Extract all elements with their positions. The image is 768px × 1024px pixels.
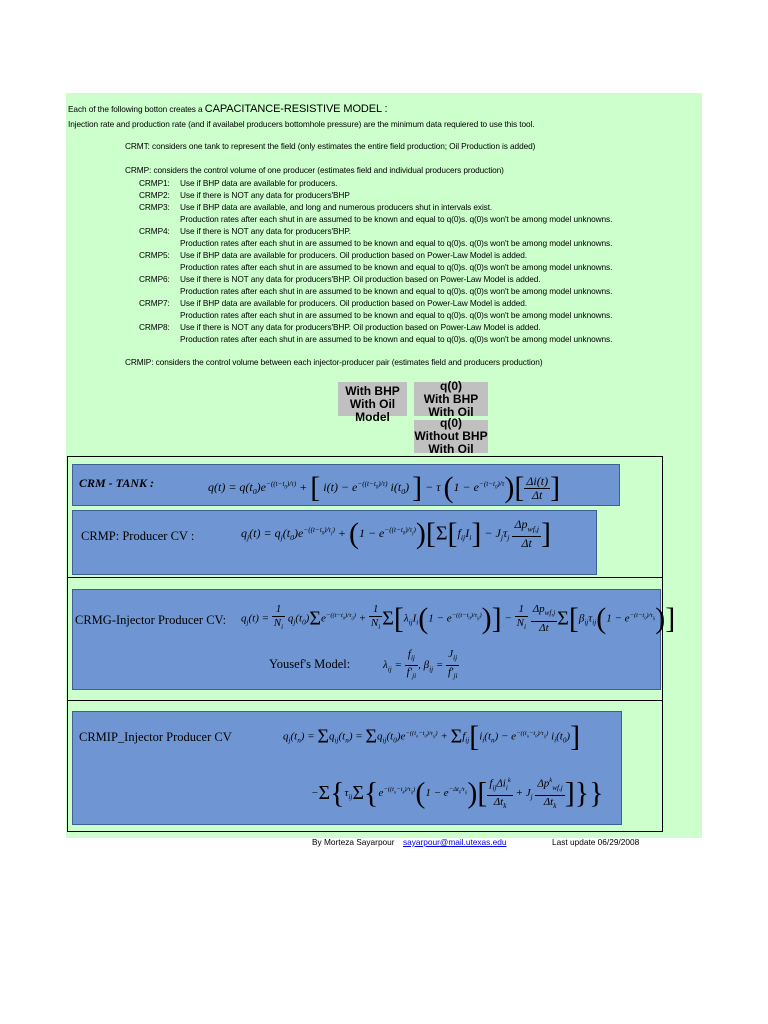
crmp-line: Production rates after each shut in are assumed to be known and equal to q(0)s. q(0)s won't be among model unknowns.: [180, 334, 613, 344]
crmp-code: CRMP5:: [139, 250, 170, 260]
button-line: With BHP: [423, 392, 479, 406]
crmp-code: CRMP2:: [139, 190, 170, 200]
q0-without-bhp-with-oil-button[interactable]: [414, 416, 488, 456]
crmp-code: CRMP8:: [139, 322, 170, 332]
footer-author: By Morteza Sayarpour: [312, 837, 395, 847]
crmip-equation-line2: $-\Sigma\{\tau_{ij}\Sigma\{e^{-((t_n-t_k)/\tau_{ij})}(1 - e^{-\Delta t_k/\tau_{ij}})$[ $\frac{f_{ij}\Delta i_i^k}{\Delta t_k}$ + $J_j$ $\frac{\Delta p^k_{wf,j}}{\Delta t_k}$ ]}}: [311, 774, 604, 813]
crmp-line: Use if there is NOT any data for producers'BHP: [180, 190, 350, 200]
crmg-label: CRMG-Injector Producer CV:: [75, 613, 227, 627]
intro-requirements: Injection rate and production rate (and if availabel producers bottomhole pressure) are the minimum data requiered to use this tool.: [68, 119, 535, 129]
button-line: With BHP: [345, 384, 400, 398]
button-line: With Oil: [428, 442, 474, 456]
crmp-code: CRMP4:: [139, 226, 170, 236]
footer-last-update: Last update 06/29/2008: [552, 837, 640, 847]
crmp-line: Use if BHP data are available for producers. Oil production based on Power-Law Model is added.: [180, 298, 527, 308]
crmp-line: Production rates after each shut in are assumed to be known and equal to q(0)s. q(0)s won't be among model unknowns.: [180, 214, 613, 224]
divider: [67, 577, 662, 578]
q0-with-bhp-with-oil-button[interactable]: [414, 379, 488, 419]
crmp-code: CRMP1:: [139, 178, 170, 188]
crmp-code: CRMP7:: [139, 298, 170, 308]
crmp-equation: $q_j(t) = q_j(t_0)e^{-((t-t_0)/\tau_j)} + (1 - e^{-((t-t_0)/\tau_j)})[\Sigma[f_{ij}I_i] - J_j\tau_j$ $\frac{\Delta p_{wf,j}}{\Delta t}$ ]: [241, 517, 551, 550]
crmip-label: CRMIP_Injector Producer CV: [79, 730, 232, 744]
crmp-line: Use if BHP data are available for producers. Oil production based on Power-Law Model is added.: [180, 250, 527, 260]
crmp-line: Use if there is NOT any data for producers'BHP. Oil production based on Power-Law Model is added.: [180, 322, 541, 332]
divider: [67, 700, 662, 701]
crmt-description: CRMT: considers one tank to represent the field (only estimates the entire field production; Oil Production is added): [125, 141, 536, 151]
crmp-code: CRMP6:: [139, 274, 170, 284]
button-line: With Oil: [349, 397, 396, 411]
crmp-description: CRMP: considers the control volume of one producer (estimates field and individual producers production): [125, 165, 504, 175]
crmp-line: Production rates after each shut in are assumed to be known and equal to q(0)s. q(0)s won't be among model unknowns.: [180, 262, 613, 272]
yousef-label: Yousef's Model:: [269, 657, 351, 671]
footer-email-link[interactable]: sayarpour@mail.utexas.edu: [403, 837, 507, 847]
crmp-label: CRMP: Producer CV :: [81, 529, 195, 543]
button-line: Model: [355, 410, 390, 424]
crm-tank-panel: [72, 464, 620, 506]
crmg-panel: [72, 589, 676, 690]
crmip-equation-line1: $q_j(t_n) = \Sigma q_{ij}(t_n) = \Sigma q_{ij}(t_0)e^{-((t_n-t_0)/\tau_{ij})} + \Sigma f_{ij}[i_i(t_n) - e^{-((t_n-t_0)/\tau_{ij})}$ $i_i(t_0)$]: [283, 720, 581, 753]
with-bhp-with-oil-model-button[interactable]: [338, 382, 407, 424]
crmp-line: Use if BHP data are available, and long and numerous producers shut in intervals exist.: [180, 202, 493, 212]
intro-title: CAPACITANCE-RESISTIVE MODEL :: [204, 103, 388, 115]
crm-tank-label: CRM - TANK :: [79, 476, 155, 490]
crm-tank-equation: $q(t) = q(t_0)e^{-((t-t_0)/\tau)}$ + [ $i(t) - e^{-((t-t_0)/\tau)}$ $i(t_0)$ ] − τ $(1 - e^{-(t-t_0)/\tau})$[ $\frac{\Delta i(t)}{\Delta t}$ ]: [208, 471, 561, 504]
button-line: With Oil: [428, 405, 474, 419]
button-line: q(0): [440, 379, 462, 393]
crmg-equation: $q_j(t)$ = $\frac{1}{N_i}$ $q_j(t_0)\Sigma e^{-((t-t_0)/\tau_{ij})}$ + $\frac{1}{N_i}$ $\Sigma[\lambda_{ij}I_i(1 - e^{-((t-t_0)/\tau_{ij})})]$ − $\frac{1}{N_i}$ $\frac{\Delta p_{wf,j}}{\Delta t}$ $\Sigma[\beta_{ij}\tau_{ij}(1 - e^{-(t-t_0)/\tau_{ij}})]$: [241, 602, 676, 635]
crmp-line: Production rates after each shut in are assumed to be known and equal to q(0)s. q(0)s won't be among model unknowns.: [180, 310, 613, 320]
crmp-line: Production rates after each shut in are assumed to be known and equal to q(0)s. q(0)s won't be among model unknowns.: [180, 238, 613, 248]
crmip-panel: [72, 711, 622, 825]
intro-prefix: Each of the following botton creates a: [68, 104, 203, 114]
intro-line: [68, 104, 388, 114]
crmp-panel: [72, 510, 597, 575]
button-line: q(0): [440, 416, 462, 430]
crmp-line: Use if BHP data are available for producers.: [180, 178, 338, 188]
crmp-code: CRMP3:: [139, 202, 170, 212]
button-line: Without BHP: [414, 429, 488, 443]
crmip-description: CRMIP: considers the control volume between each injector-producer pair (estimates field and producers production): [125, 357, 543, 367]
crmp-line: Use if there is NOT any data for producers'BHP. Oil production based on Power-Law Model is added.: [180, 274, 541, 284]
yousef-equation: $\lambda_{ij}$ = $\frac{f_{ij}}{f'_{ji}}$ , $\beta_{ij}$ = $\frac{J_{ij}}{f'_{ji}}$: [383, 648, 458, 681]
crmp-line: Use if there is NOT any data for producers'BHP.: [180, 226, 351, 236]
crmp-line: Production rates after each shut in are assumed to be known and equal to q(0)s. q(0)s won't be among model unknowns.: [180, 286, 613, 296]
